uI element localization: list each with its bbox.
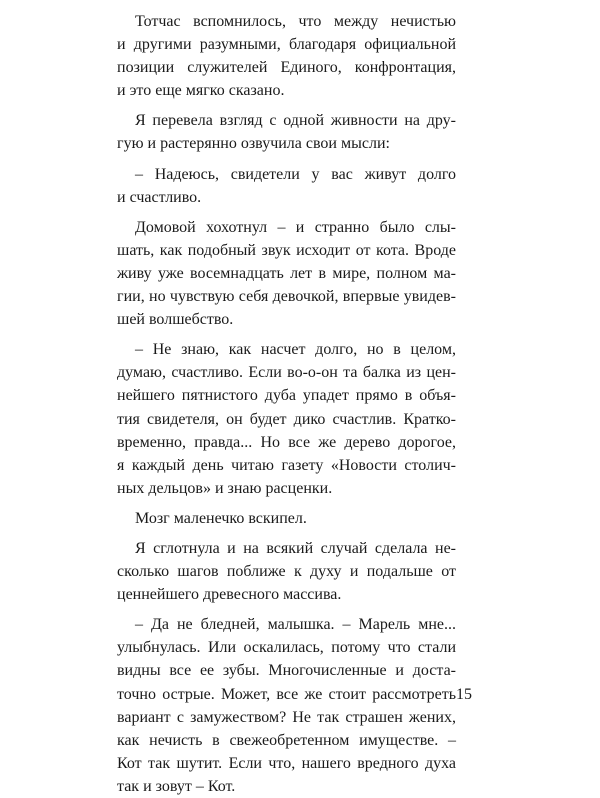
- page-number: 15: [456, 686, 472, 703]
- text-line: шей волшебство.: [117, 311, 234, 329]
- text-line: гии, но чувствую себя девочкой, впервые увидев-: [117, 288, 456, 306]
- paragraph-gap: [117, 102, 456, 109]
- paragraph-gap: [117, 331, 456, 338]
- text-line: и счастливо.: [117, 188, 202, 206]
- text-line: вариант с замужеством? Не так страшен жених,: [117, 708, 456, 726]
- text-line: Тотчас вспомнилось, что между нечистью: [135, 13, 456, 30]
- text-line: сколько шагов поближе к духу и подальше от: [117, 563, 456, 581]
- paragraph: [117, 216, 456, 331]
- text-line: ных дельцов» и знаю расценки.: [117, 479, 333, 497]
- text-line: улыбнулась. Или оскалилась, потому что стали: [117, 639, 456, 657]
- paragraph-gap: [117, 500, 456, 507]
- text-line: и другими разумными, благодаря официальной: [117, 36, 456, 54]
- text-line: я каждый день читаю газету «Новости столич-: [117, 456, 456, 474]
- text-line: видны все ее зубы. Многочисленные и доста-: [117, 662, 456, 680]
- paragraph: [117, 338, 456, 500]
- text-line: временно, правда... Но все же дерево дорогое,: [117, 433, 456, 451]
- paragraph-gap: [117, 156, 456, 163]
- text-line: живу уже восемнадцать лет в мире, полном ма-: [117, 264, 456, 282]
- text-line: гую и растерянно озвучила свои мысли:: [117, 135, 390, 153]
- text-line: думаю, счастливо. Если во-о-он та балка из цен-: [117, 364, 456, 382]
- paragraph-gap: [117, 530, 456, 537]
- text-line: ценнейшего древесного массива.: [117, 586, 342, 604]
- text-line: позиции служителей Единого, конфронтация,: [117, 59, 456, 77]
- paragraph: [117, 163, 456, 209]
- text-line: шать, как подобный звук исходит от кота. Вроде: [117, 241, 456, 259]
- text-line: – Да не бледней, малышка. – Марель мне...: [135, 616, 456, 634]
- book-page-text: [117, 10, 456, 798]
- text-line: – Не знаю, как насчет долго, но в целом,: [135, 341, 456, 359]
- paragraph: [117, 537, 456, 606]
- text-line: Я сглотнула и на всякий случай сделала не-: [135, 539, 456, 557]
- paragraph-gap: [117, 209, 456, 216]
- text-line: Домовой хохотнул – и странно было слы-: [135, 218, 456, 236]
- paragraph: [117, 109, 456, 155]
- paragraph: [117, 10, 456, 102]
- text-line: точно острые. Может, все же стоит рассмотреть: [117, 685, 456, 703]
- text-line: Мозг маленечко вскипел.: [135, 509, 307, 527]
- text-line: и это еще мягко сказано.: [117, 82, 285, 100]
- text-line: нейшего пятнистого дуба упадет прямо в объя-: [117, 387, 456, 405]
- text-line: – Надеюсь, свидетели у вас живут долго: [135, 165, 456, 183]
- text-line: как нечисть в свежеобретенном имуществе. –: [117, 731, 456, 749]
- text-line: Кот так шутит. Если что, нашего вредного духа: [117, 754, 456, 772]
- paragraph: [117, 507, 456, 530]
- paragraph-gap: [117, 606, 456, 613]
- text-line: тия свидетеля, он будет дико счастлив. Кратко-: [117, 410, 456, 428]
- text-line: Я перевела взгляд с одной живности на дру-: [135, 112, 456, 130]
- text-line: так и зовут – Кот.: [117, 777, 236, 795]
- paragraph: [117, 613, 456, 798]
